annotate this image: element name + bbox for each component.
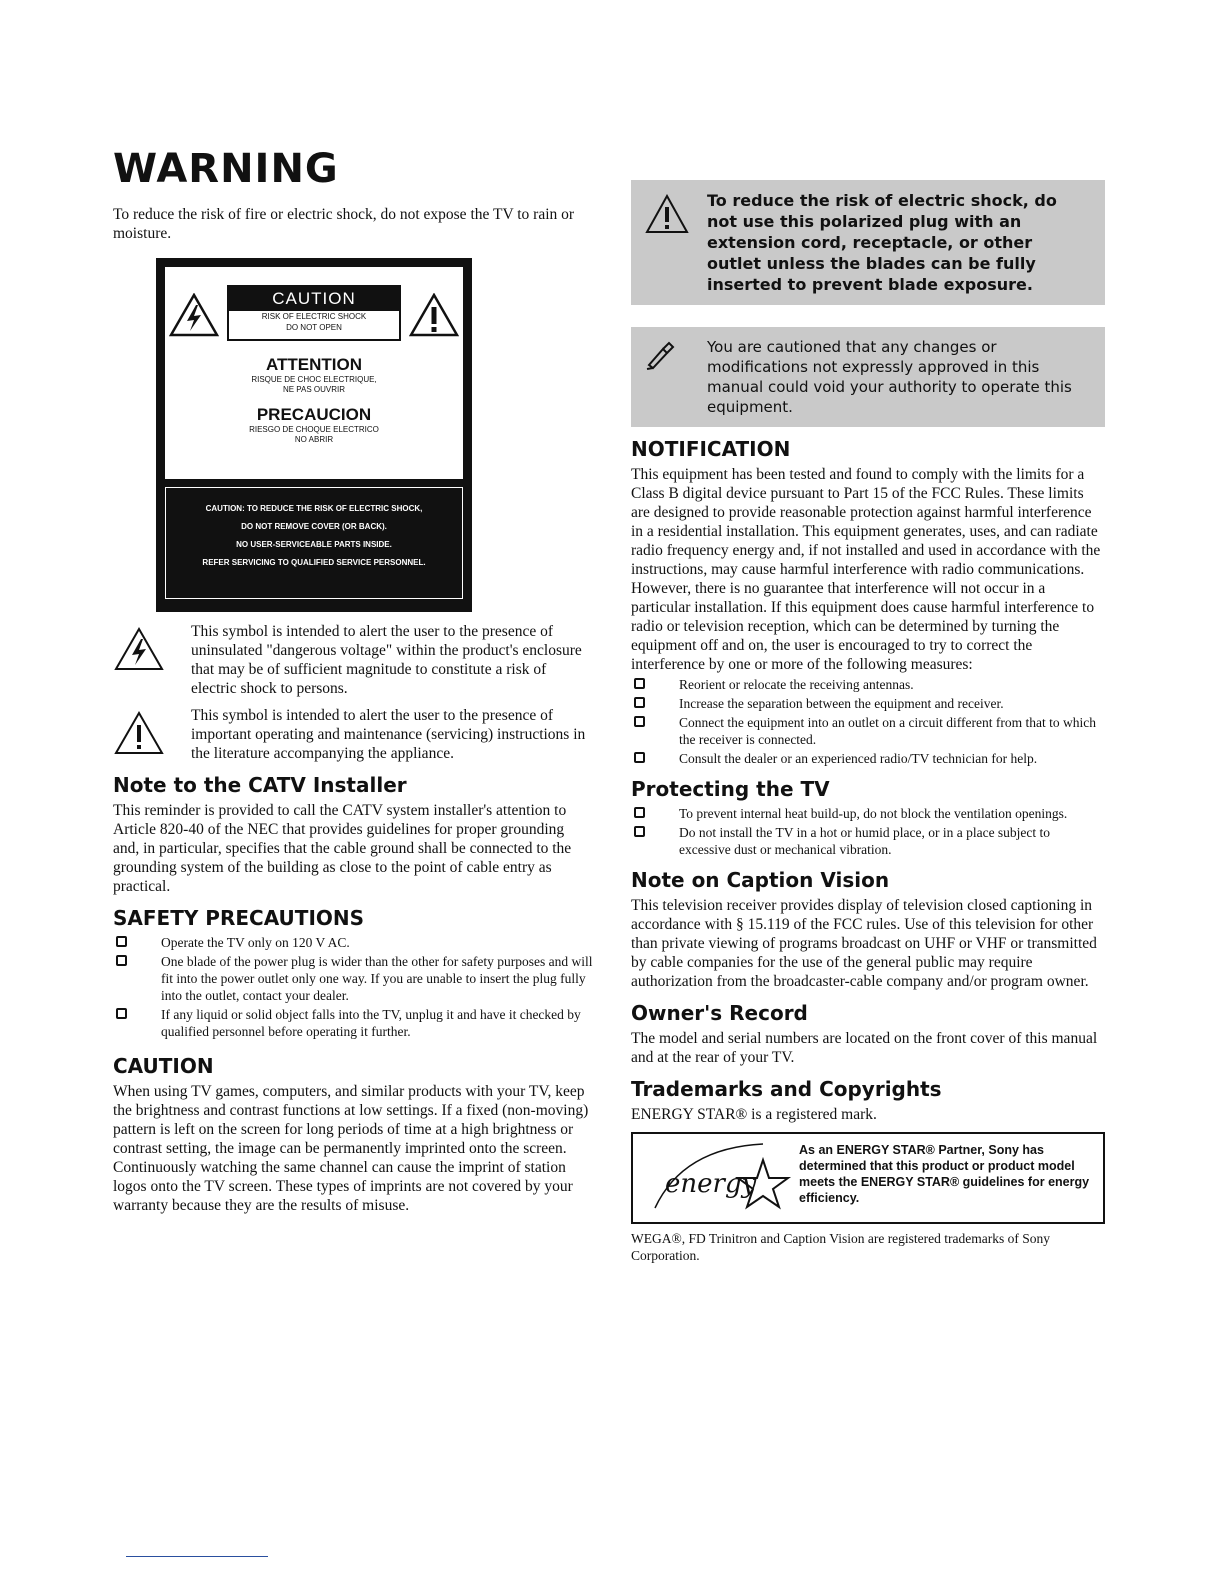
list-item: Connect the equipment into an outlet on a circuit different from that to which the receiver is connected. [631, 714, 1105, 748]
page-title: WARNING [113, 146, 339, 192]
checkbox-bullet-icon [634, 752, 645, 763]
notification-heading: NOTIFICATION [631, 437, 791, 461]
lightning-triangle-icon [113, 626, 165, 672]
energy-star-line: ENERGY STAR® is a registered mark. [631, 1106, 877, 1123]
caution-label-panel [165, 267, 463, 479]
left-column [113, 205, 593, 1215]
precaucion-sub1: RIESGO DE CHOQUE ELECTRICO [249, 425, 379, 434]
label-line: NO USER-SERVICEABLE PARTS INSIDE. [236, 540, 392, 549]
caution-text: When using TV games, computers, and similar products with your TV, keep the brightness and contrast functions at low settings. If a fixed (non-moving) pattern is left on the screen for long periods of time at a high brightness or contrast setting, the image can be permanently imprinted onto the screen. Continuously watching the same channel can cause the imprint of station logos onto the TV screen. These types of imprints are not covered by your warranty because they are the results of misuse. [113, 1083, 589, 1214]
precaucion-word: PRECAUCION [256, 405, 372, 424]
energy-star-logo-icon [643, 1138, 793, 1218]
checkbox-bullet-icon [116, 936, 127, 947]
exclamation-warning-icon [645, 194, 689, 234]
list-item: To prevent internal heat build-up, do not block the ventilation openings. [631, 805, 1105, 822]
list-item: Reorient or relocate the receiving antennas. [631, 676, 1105, 693]
list-item: Do not install the TV in a hot or humid place, or in a place subject to excessive dust or mechanical vibration. [631, 824, 1105, 858]
modification-caution-box [631, 327, 1105, 427]
checkbox-bullet-icon [634, 678, 645, 689]
pen-hand-icon [645, 341, 685, 371]
safety-heading: SAFETY PRECAUTIONS [113, 906, 365, 930]
catv-heading: Note to the CATV Installer [113, 773, 407, 797]
symbol2-text: This symbol is intended to alert the user to the presence of important operating and maintenance (servicing) instructions in the literature accompanying the appliance. [191, 707, 586, 762]
list-item: Consult the dealer or an experienced radio/TV technician for help. [631, 750, 1105, 767]
catv-text: This reminder is provided to call the CATV system installer's attention to Article 820-40 of the NEC that provides guidelines for proper grounding and, in particular, specifies that the cable ground shall be connected to the grounding system of the building as close to the point of cable entry as practical. [113, 802, 572, 895]
checkbox-bullet-icon [634, 826, 645, 837]
trademark-footer: WEGA®, FD Trinitron and Caption Vision are registered trademarks of Sony Corporation. [631, 1231, 1051, 1263]
captionvision-text: This television receiver provides display of television closed captioning in accordance with § 15.119 of the FCC rules. Use of this television for other than private viewing of programs broadcast on UHF or VHF or transmitted by cable companies for the use of the general public may require authorization from the broadcaster-cable company and/or program owner. [631, 897, 1097, 990]
protecting-list [631, 805, 1105, 858]
owners-heading: Owner's Record [631, 1001, 808, 1025]
exclamation-warning-icon [409, 293, 459, 337]
checkbox-bullet-icon [634, 807, 645, 818]
exclamation-triangle-icon [113, 710, 165, 756]
label-line: CAUTION: TO REDUCE THE RISK OF ELECTRIC SHOCK, [205, 504, 423, 513]
energy-logo-text: energy [665, 1169, 757, 1199]
energy-star-box [631, 1132, 1105, 1224]
safety-list [113, 934, 593, 1040]
caution-sub2: DO NOT OPEN [286, 323, 342, 332]
checkbox-bullet-icon [116, 1008, 127, 1019]
owners-text: The model and serial numbers are located on the front cover of this manual and at the rear of your TV. [631, 1030, 1098, 1066]
checkbox-bullet-icon [634, 716, 645, 727]
captionvision-heading: Note on Caption Vision [631, 868, 890, 892]
caution-heading: CAUTION [113, 1054, 214, 1078]
checkbox-bullet-icon [116, 955, 127, 966]
caution-word: CAUTION [229, 287, 399, 311]
energy-star-text: As an ENERGY STAR® Partner, Sony has determined that this product or product model meets the ENERGY STAR® guidelines for energy efficiency. [799, 1143, 1090, 1205]
notification-text: This equipment has been tested and found to comply with the limits for a Class B digital device pursuant to Part 15 of the FCC Rules. These limits are designed to provide reasonable protection against harmful interference in a residential installation. This equipment generates, uses, and can radiate radio frequency energy and, if not installed and used in accordance with the instructions, may cause harmful interference with radio communications. However, there is no guarantee that interference will not occur in a particular installation. If this equipment does cause harmful interference to radio or television reception, which can be determined by turning the equipment off and on, the user is encouraged to try to correct the interference by one or more of the following measures: [631, 466, 1101, 673]
modification-caution-text: You are cautioned that any changes or modifications not expressly approved in this manual could void your authority to operate this equipment. [707, 338, 1072, 416]
notification-list [631, 676, 1105, 767]
footer-rule [126, 1556, 268, 1557]
attention-word: ATTENTION [265, 355, 362, 374]
attention-sub2: NE PAS OUVRIR [282, 385, 346, 394]
symbol-lightning-row [113, 622, 593, 698]
attention-sub1: RISQUE DE CHOC ELECTRIQUE, [251, 375, 377, 384]
label-line: REFER SERVICING TO QUALIFIED SERVICE PERSONNEL. [202, 558, 426, 567]
list-item: One blade of the power plug is wider than the other for safety purposes and will fit into the power outlet only one way. If you are unable to insert the plug fully into the outlet, contact your dealer. [113, 953, 593, 1004]
list-item: Operate the TV only on 120 V AC. [113, 934, 593, 951]
protecting-heading: Protecting the TV [631, 777, 830, 801]
plug-warning-text: To reduce the risk of electric shock, do not use this polarized plug with an extension cord, receptacle, or other outlet unless the blades can be fully inserted to prevent blade exposure. [707, 191, 1057, 294]
list-item: If any liquid or solid object falls into the TV, unplug it and have it checked by qualified personnel before operating it further. [113, 1006, 593, 1040]
plug-warning-box [631, 180, 1105, 305]
checkbox-bullet-icon [634, 697, 645, 708]
trademarks-heading: Trademarks and Copyrights [631, 1077, 942, 1101]
caution-label [156, 258, 472, 612]
precaucion-sub2: NO ABRIR [294, 435, 334, 444]
right-column [631, 180, 1105, 1264]
list-item: Increase the separation between the equipment and receiver. [631, 695, 1105, 712]
symbol-exclamation-row [113, 706, 593, 763]
symbol1-text: This symbol is intended to alert the user to the presence of uninsulated "dangerous voltage" within the product's enclosure that may be of sufficient magnitude to constitute a risk of electric shock to persons. [191, 623, 582, 697]
lightning-warning-icon [169, 293, 219, 337]
label-line: DO NOT REMOVE COVER (OR BACK). [241, 522, 387, 531]
caution-sub1: RISK OF ELECTRIC SHOCK [261, 312, 367, 321]
caution-label-text [165, 487, 463, 599]
caution-box [227, 285, 401, 341]
intro-text: To reduce the risk of fire or electric shock, do not expose the TV to rain or moisture. [113, 206, 575, 242]
